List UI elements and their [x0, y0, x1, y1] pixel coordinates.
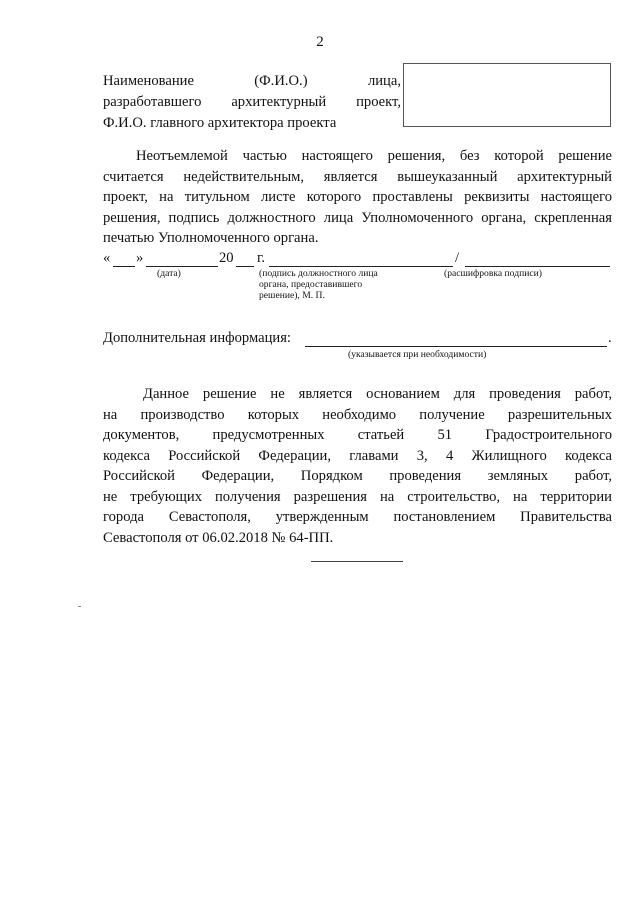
- paragraph-line: Данное решение не является основанием для проведения работ,: [143, 386, 612, 402]
- additional-info-label: Дополнительная информация:: [103, 330, 291, 346]
- year-field[interactable]: [236, 251, 254, 267]
- end-divider: [311, 561, 403, 562]
- paragraph-line: считается недействительным, является вышеуказанный архитектурный: [103, 168, 612, 185]
- paragraph-line: на производство которых необходимо получение разрешительных: [103, 406, 612, 423]
- paragraph-line: города Севастополя, утвержденным постановлением Правительства: [103, 509, 612, 525]
- open-quote: «: [103, 250, 111, 266]
- disclaimer-paragraph: [103, 384, 612, 548]
- paragraph-line: кодекса Российской Федерации, главами 3, 4 Жилищного кодекса: [103, 447, 612, 464]
- day-field[interactable]: [113, 251, 135, 267]
- year-prefix: 20: [219, 250, 234, 266]
- scan-mark: [78, 606, 81, 607]
- close-quote: »: [136, 250, 144, 266]
- paragraph-line: Российской Федерации, Порядком проведения земляных работ,: [103, 468, 612, 484]
- paragraph-line: документов, предусмотренных статьей 51 Градостроительного: [103, 427, 612, 443]
- signature-decode-field[interactable]: [465, 251, 610, 267]
- paragraph-line: Севастополя от 06.02.2018 № 64-ПП.: [103, 529, 334, 546]
- name-label-line-2: разработавшего архитектурный проект,: [103, 94, 401, 110]
- additional-info-field[interactable]: [305, 331, 607, 347]
- official-signature-field[interactable]: [269, 251, 453, 267]
- name-label-line-3: Ф.И.О. главного архитектора проекта: [103, 115, 337, 131]
- additional-info-end-mark: .: [608, 330, 612, 346]
- paragraph-line: не требующих получения разрешения на строительство, на территории: [103, 488, 612, 505]
- name-label-line-1: Наименование (Ф.И.О.) лица,: [103, 73, 401, 89]
- slash: /: [455, 250, 460, 266]
- official-caption: (подпись должностного лица органа, предоставившего решение), М. П.: [259, 268, 378, 301]
- month-field[interactable]: [146, 251, 218, 267]
- decode-caption: (расшифровка подписи): [444, 268, 542, 279]
- signature-block: [0, 0, 640, 320]
- paragraph-line: проект, на титульном листе которого проставлены реквизиты настоящего: [103, 189, 612, 205]
- additional-info-caption: (указывается при необходимости): [348, 349, 487, 360]
- year-suffix: г.: [257, 250, 265, 266]
- date-caption: (дата): [157, 268, 181, 279]
- paragraph-line: решения, подпись должностного лица Уполномоченного органа, скрепленная: [103, 209, 612, 226]
- paragraph-line: печатью Уполномоченного органа.: [103, 230, 319, 246]
- page-number: 2: [316, 34, 324, 50]
- paragraph-line: Неотъемлемой частью настоящего решения, без которой решение: [136, 148, 612, 164]
